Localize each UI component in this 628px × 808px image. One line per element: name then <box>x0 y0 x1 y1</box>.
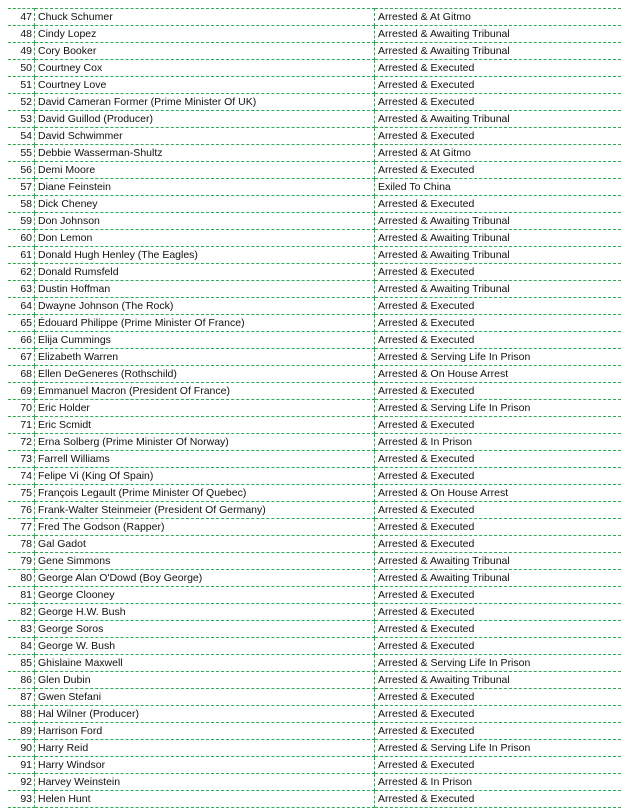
row-index-cell[interactable]: 78 <box>9 536 35 553</box>
row-name-cell[interactable]: Helen Hunt <box>35 791 375 808</box>
row-index-cell[interactable]: 61 <box>9 247 35 264</box>
row-status-cell[interactable]: Arrested & Awaiting Tribunal <box>375 570 621 587</box>
row-status-cell[interactable]: Arrested & Executed <box>375 536 621 553</box>
row-index-cell[interactable]: 67 <box>9 349 35 366</box>
table-row[interactable] <box>9 94 621 111</box>
row-name-cell[interactable]: Gal Gadot <box>35 536 375 553</box>
row-index-cell[interactable]: 66 <box>9 332 35 349</box>
row-status-cell[interactable]: Arrested & Awaiting Tribunal <box>375 281 621 298</box>
row-status-cell[interactable]: Arrested & Executed <box>375 77 621 94</box>
row-index-cell[interactable]: 50 <box>9 60 35 77</box>
row-index-cell[interactable]: 72 <box>9 434 35 451</box>
row-name-cell[interactable]: Gwen Stefani <box>35 689 375 706</box>
table-row[interactable] <box>9 349 621 366</box>
row-name-cell[interactable]: Elija Cummings <box>35 332 375 349</box>
row-index-cell[interactable]: 82 <box>9 604 35 621</box>
row-name-cell[interactable]: Cindy Lopez <box>35 26 375 43</box>
row-status-cell[interactable]: Arrested & Executed <box>375 706 621 723</box>
row-status-cell[interactable]: Arrested & Awaiting Tribunal <box>375 26 621 43</box>
row-status-cell[interactable]: Arrested & Executed <box>375 162 621 179</box>
row-name-cell[interactable]: Diane Feinstein <box>35 179 375 196</box>
row-status-cell[interactable]: Arrested & Executed <box>375 94 621 111</box>
table-row[interactable] <box>9 434 621 451</box>
table-row[interactable] <box>9 77 621 94</box>
row-name-cell[interactable]: George H.W. Bush <box>35 604 375 621</box>
row-name-cell[interactable]: Ellen DeGeneres (Rothschild) <box>35 366 375 383</box>
row-name-cell[interactable]: Donald Hugh Henley (The Eagles) <box>35 247 375 264</box>
row-index-cell[interactable]: 87 <box>9 689 35 706</box>
row-index-cell[interactable]: 63 <box>9 281 35 298</box>
row-index-cell[interactable]: 54 <box>9 128 35 145</box>
row-index-cell[interactable]: 53 <box>9 111 35 128</box>
row-index-cell[interactable]: 49 <box>9 43 35 60</box>
row-name-cell[interactable]: Courtney Love <box>35 77 375 94</box>
row-status-cell[interactable]: Arrested & Executed <box>375 332 621 349</box>
row-index-cell[interactable]: 77 <box>9 519 35 536</box>
table-row[interactable] <box>9 9 621 26</box>
row-name-cell[interactable]: Dustin Hoffman <box>35 281 375 298</box>
row-index-cell[interactable]: 81 <box>9 587 35 604</box>
row-index-cell[interactable]: 58 <box>9 196 35 213</box>
table-row[interactable] <box>9 128 621 145</box>
table-row[interactable] <box>9 383 621 400</box>
row-index-cell[interactable]: 57 <box>9 179 35 196</box>
row-status-cell[interactable]: Arrested & At Gitmo <box>375 145 621 162</box>
table-row[interactable] <box>9 672 621 689</box>
row-status-cell[interactable]: Arrested & Executed <box>375 298 621 315</box>
table-row[interactable] <box>9 791 621 808</box>
row-status-cell[interactable]: Arrested & Serving Life In Prison <box>375 349 621 366</box>
row-index-cell[interactable]: 64 <box>9 298 35 315</box>
table-row[interactable] <box>9 247 621 264</box>
table-row[interactable] <box>9 111 621 128</box>
table-row[interactable] <box>9 196 621 213</box>
row-name-cell[interactable]: Emmanuel Macron (President Of France) <box>35 383 375 400</box>
table-row[interactable] <box>9 655 621 672</box>
row-status-cell[interactable]: Arrested & Executed <box>375 689 621 706</box>
table-row[interactable] <box>9 485 621 502</box>
row-status-cell[interactable]: Arrested & At Gitmo <box>375 9 621 26</box>
table-row[interactable] <box>9 468 621 485</box>
row-status-cell[interactable]: Arrested & Awaiting Tribunal <box>375 553 621 570</box>
table-row[interactable] <box>9 723 621 740</box>
row-status-cell[interactable]: Arrested & Executed <box>375 757 621 774</box>
row-index-cell[interactable]: 74 <box>9 468 35 485</box>
table-row[interactable] <box>9 689 621 706</box>
row-status-cell[interactable]: Arrested & Awaiting Tribunal <box>375 213 621 230</box>
row-index-cell[interactable]: 83 <box>9 621 35 638</box>
row-index-cell[interactable]: 89 <box>9 723 35 740</box>
table-row[interactable] <box>9 536 621 553</box>
row-index-cell[interactable]: 80 <box>9 570 35 587</box>
row-index-cell[interactable]: 79 <box>9 553 35 570</box>
table-row[interactable] <box>9 587 621 604</box>
row-status-cell[interactable]: Arrested & In Prison <box>375 434 621 451</box>
table-body <box>9 9 621 808</box>
row-index-cell[interactable]: 59 <box>9 213 35 230</box>
row-status-cell[interactable]: Arrested & Executed <box>375 621 621 638</box>
row-status-cell[interactable]: Arrested & Awaiting Tribunal <box>375 111 621 128</box>
row-index-cell[interactable]: 91 <box>9 757 35 774</box>
row-index-cell[interactable]: 71 <box>9 417 35 434</box>
row-status-cell[interactable]: Arrested & Executed <box>375 468 621 485</box>
row-index-cell[interactable]: 73 <box>9 451 35 468</box>
row-name-cell[interactable]: Eric Holder <box>35 400 375 417</box>
table-row[interactable] <box>9 621 621 638</box>
table-row[interactable] <box>9 43 621 60</box>
row-index-cell[interactable]: 60 <box>9 230 35 247</box>
row-index-cell[interactable]: 86 <box>9 672 35 689</box>
row-name-cell[interactable]: Donald Rumsfeld <box>35 264 375 281</box>
name-status-table <box>8 8 621 808</box>
table-row[interactable] <box>9 281 621 298</box>
row-name-cell[interactable]: Chuck Schumer <box>35 9 375 26</box>
row-index-cell[interactable]: 56 <box>9 162 35 179</box>
row-name-cell[interactable]: François Legault (Prime Minister Of Quebec) <box>35 485 375 502</box>
row-status-cell[interactable]: Arrested & Executed <box>375 519 621 536</box>
row-name-cell[interactable]: George W. Bush <box>35 638 375 655</box>
row-index-cell[interactable]: 76 <box>9 502 35 519</box>
row-name-cell[interactable]: Harvey Weinstein <box>35 774 375 791</box>
row-name-cell[interactable]: Courtney Cox <box>35 60 375 77</box>
row-index-cell[interactable]: 55 <box>9 145 35 162</box>
row-status-cell[interactable]: Arrested & Awaiting Tribunal <box>375 247 621 264</box>
row-status-cell[interactable]: Arrested & Executed <box>375 604 621 621</box>
row-index-cell[interactable]: 47 <box>9 9 35 26</box>
row-index-cell[interactable]: 68 <box>9 366 35 383</box>
row-name-cell[interactable]: Glen Dubin <box>35 672 375 689</box>
row-status-cell[interactable]: Arrested & Executed <box>375 723 621 740</box>
row-name-cell[interactable]: George Alan O'Dowd (Boy George) <box>35 570 375 587</box>
table-row[interactable] <box>9 145 621 162</box>
row-name-cell[interactable]: Dwayne Johnson (The Rock) <box>35 298 375 315</box>
table-row[interactable] <box>9 332 621 349</box>
row-index-cell[interactable]: 84 <box>9 638 35 655</box>
table-row[interactable] <box>9 570 621 587</box>
row-status-cell[interactable]: Arrested & On House Arrest <box>375 366 621 383</box>
row-name-cell[interactable]: George Soros <box>35 621 375 638</box>
row-index-cell[interactable]: 85 <box>9 655 35 672</box>
row-name-cell[interactable]: Gene Simmons <box>35 553 375 570</box>
row-status-cell[interactable]: Arrested & Executed <box>375 196 621 213</box>
table-row[interactable] <box>9 315 621 332</box>
row-status-cell[interactable]: Arrested & Serving Life In Prison <box>375 655 621 672</box>
row-name-cell[interactable]: Don Lemon <box>35 230 375 247</box>
table-row[interactable] <box>9 400 621 417</box>
row-name-cell[interactable]: Dick Cheney <box>35 196 375 213</box>
table-row[interactable] <box>9 417 621 434</box>
row-status-cell[interactable]: Arrested & Executed <box>375 315 621 332</box>
row-name-cell[interactable]: Hal Wilner (Producer) <box>35 706 375 723</box>
row-name-cell[interactable]: Harry Windsor <box>35 757 375 774</box>
table-row[interactable] <box>9 502 621 519</box>
row-name-cell[interactable]: Debbie Wasserman-Shultz <box>35 145 375 162</box>
table-row[interactable] <box>9 60 621 77</box>
table-row[interactable] <box>9 757 621 774</box>
row-status-cell[interactable]: Arrested & Executed <box>375 638 621 655</box>
row-index-cell[interactable]: 90 <box>9 740 35 757</box>
table-row[interactable] <box>9 179 621 196</box>
row-index-cell[interactable]: 52 <box>9 94 35 111</box>
row-name-cell[interactable]: Harry Reid <box>35 740 375 757</box>
row-index-cell[interactable]: 65 <box>9 315 35 332</box>
row-index-cell[interactable]: 62 <box>9 264 35 281</box>
row-status-cell[interactable]: Arrested & Executed <box>375 128 621 145</box>
row-index-cell[interactable]: 51 <box>9 77 35 94</box>
row-status-cell[interactable]: Arrested & Serving Life In Prison <box>375 740 621 757</box>
row-name-cell[interactable]: Felipe Vi (King Of Spain) <box>35 468 375 485</box>
table-row[interactable] <box>9 740 621 757</box>
row-name-cell[interactable]: Erna Solberg (Prime Minister Of Norway) <box>35 434 375 451</box>
table-row[interactable] <box>9 26 621 43</box>
table-row[interactable] <box>9 553 621 570</box>
row-status-cell[interactable]: Arrested & Executed <box>375 502 621 519</box>
table-row[interactable] <box>9 162 621 179</box>
row-index-cell[interactable]: 48 <box>9 26 35 43</box>
row-index-cell[interactable]: 75 <box>9 485 35 502</box>
row-name-cell[interactable]: Don Johnson <box>35 213 375 230</box>
row-index-cell[interactable]: 69 <box>9 383 35 400</box>
row-status-cell[interactable]: Arrested & Executed <box>375 451 621 468</box>
row-status-cell[interactable]: Arrested & Serving Life In Prison <box>375 400 621 417</box>
row-status-cell[interactable]: Arrested & Executed <box>375 587 621 604</box>
row-name-cell[interactable]: Eric Scmidt <box>35 417 375 434</box>
table-row[interactable] <box>9 213 621 230</box>
row-name-cell[interactable]: Cory Booker <box>35 43 375 60</box>
row-status-cell[interactable]: Arrested & On House Arrest <box>375 485 621 502</box>
row-name-cell[interactable]: David Guillod (Producer) <box>35 111 375 128</box>
table-row[interactable] <box>9 706 621 723</box>
row-status-cell[interactable]: Arrested & Executed <box>375 60 621 77</box>
table-row[interactable] <box>9 604 621 621</box>
row-index-cell[interactable]: 88 <box>9 706 35 723</box>
row-index-cell[interactable]: 70 <box>9 400 35 417</box>
row-name-cell[interactable]: Elizabeth Warren <box>35 349 375 366</box>
table-row[interactable] <box>9 638 621 655</box>
row-status-cell[interactable]: Arrested & Awaiting Tribunal <box>375 230 621 247</box>
table-row[interactable] <box>9 519 621 536</box>
row-name-cell[interactable]: Fred The Godson (Rapper) <box>35 519 375 536</box>
row-status-cell[interactable]: Exiled To China <box>375 179 621 196</box>
table-row[interactable] <box>9 366 621 383</box>
table-row[interactable] <box>9 451 621 468</box>
table-row[interactable] <box>9 230 621 247</box>
row-name-cell[interactable]: George Clooney <box>35 587 375 604</box>
row-status-cell[interactable]: Arrested & Executed <box>375 264 621 281</box>
table-row[interactable] <box>9 298 621 315</box>
row-name-cell[interactable]: David Cameran Former (Prime Minister Of UK) <box>35 94 375 111</box>
table-row[interactable] <box>9 264 621 281</box>
table-row[interactable] <box>9 774 621 791</box>
row-name-cell[interactable]: Farrell Williams <box>35 451 375 468</box>
row-status-cell[interactable]: Arrested & Executed <box>375 791 621 808</box>
row-status-cell[interactable]: Arrested & Awaiting Tribunal <box>375 672 621 689</box>
row-status-cell[interactable]: Arrested & Executed <box>375 383 621 400</box>
row-status-cell[interactable]: Arrested & In Prison <box>375 774 621 791</box>
row-status-cell[interactable]: Arrested & Executed <box>375 417 621 434</box>
row-name-cell[interactable]: David Schwimmer <box>35 128 375 145</box>
row-name-cell[interactable]: Harrison Ford <box>35 723 375 740</box>
row-status-cell[interactable]: Arrested & Awaiting Tribunal <box>375 43 621 60</box>
row-name-cell[interactable]: Demi Moore <box>35 162 375 179</box>
row-name-cell[interactable]: Ghislaine Maxwell <box>35 655 375 672</box>
row-name-cell[interactable]: Édouard Philippe (Prime Minister Of France) <box>35 315 375 332</box>
row-index-cell[interactable]: 92 <box>9 774 35 791</box>
row-index-cell[interactable]: 93 <box>9 791 35 808</box>
row-name-cell[interactable]: Frank-Walter Steinmeier (President Of Germany) <box>35 502 375 519</box>
